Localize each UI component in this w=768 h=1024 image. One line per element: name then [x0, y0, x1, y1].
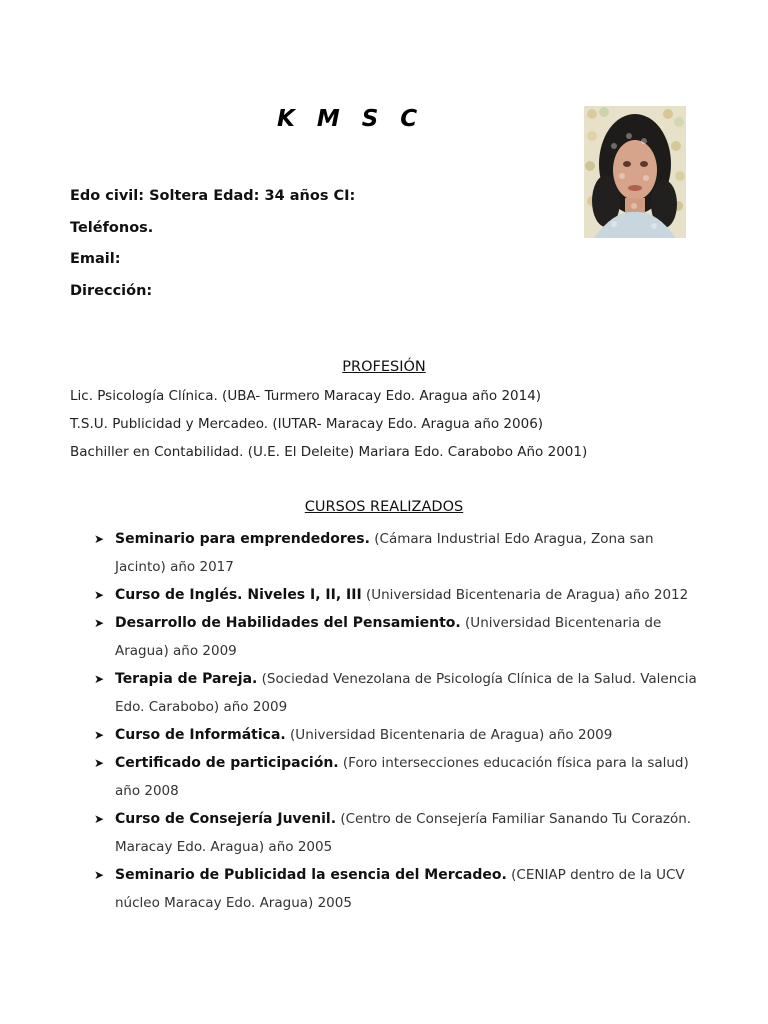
curso-item — [94, 861, 704, 917]
curso-detail: (Cámara Industrial Edo Aragua, Zona san Jacinto) año 2017 — [115, 531, 654, 575]
curso-title: Seminario de Publicidad la esencia del Mercadeo. — [115, 867, 507, 883]
bullet-arrow-icon: ➤ — [94, 616, 105, 630]
curso-title: Terapia de Pareja. — [115, 671, 258, 687]
address-label: Dirección: — [70, 282, 153, 299]
curso-detail: (Universidad Bicentenaria de Aragua) año 2012 — [361, 587, 689, 603]
curso-item — [94, 805, 704, 861]
profesion-list — [70, 385, 587, 469]
curso-item — [94, 609, 704, 665]
profesion-title: PROFESIÓN — [342, 359, 426, 375]
bullet-arrow-icon: ➤ — [94, 812, 105, 826]
curso-item — [94, 749, 704, 805]
curso-item — [94, 525, 704, 581]
cursos-title: CURSOS REALIZADOS — [304, 499, 464, 515]
curso-item — [94, 721, 704, 749]
curso-title: Desarrollo de Habilidades del Pensamiento. — [115, 615, 461, 631]
curso-detail: (Sociedad Venezolana de Psicología Clínica de la Salud. Valencia Edo. Carabobo) año 2009 — [115, 671, 697, 715]
profesion-item: T.S.U. Publicidad y Mercadeo. (IUTAR- Maracay Edo. Aragua año 2006) — [70, 416, 544, 432]
bullet-arrow-icon: ➤ — [94, 728, 105, 742]
bullet-arrow-icon: ➤ — [94, 532, 105, 546]
curso-item — [94, 665, 704, 721]
curso-detail: (Universidad Bicentenaria de Aragua) año 2009 — [115, 615, 662, 659]
bullet-arrow-icon: ➤ — [94, 756, 105, 770]
curso-detail: (CENIAP dentro de la UCV núcleo Maracay Edo. Aragua) 2005 — [115, 867, 685, 911]
curso-detail: (Foro intersecciones educación física para la salud) año 2008 — [115, 755, 689, 799]
phones-label: Teléfonos. — [70, 219, 154, 236]
profesion-item: Bachiller en Contabilidad. (U.E. El Deleite) Mariara Edo. Carabobo Año 2001) — [70, 444, 588, 460]
curso-detail: (Universidad Bicentenaria de Aragua) año 2009 — [285, 727, 613, 743]
bullet-arrow-icon: ➤ — [94, 588, 105, 602]
curso-title: Curso de Consejería Juvenil. — [115, 811, 337, 827]
resume-name: K M S C — [277, 106, 425, 132]
civil-status-line: Edo civil: Soltera Edad: 34 años CI: — [70, 188, 356, 204]
curso-title: Seminario para emprendedores. — [115, 531, 370, 547]
curso-title: Curso de Informática. — [115, 727, 286, 743]
curso-item — [94, 581, 704, 609]
bullet-arrow-icon: ➤ — [94, 868, 105, 882]
cursos-list — [94, 525, 704, 917]
profile-photo — [584, 106, 686, 238]
profesion-item: Lic. Psicología Clínica. (UBA- Turmero Maracay Edo. Aragua año 2014) — [70, 388, 542, 404]
curso-detail: (Centro de Consejería Familiar Sanando Tu Corazón. Maracay Edo. Aragua) año 2005 — [115, 811, 692, 855]
email-label: Email: — [70, 251, 121, 267]
bullet-arrow-icon: ➤ — [94, 672, 105, 686]
curso-title: Certificado de participación. — [115, 755, 339, 771]
personal-info — [70, 185, 355, 311]
curso-title: Curso de Inglés. Niveles I, II, III — [115, 587, 362, 603]
